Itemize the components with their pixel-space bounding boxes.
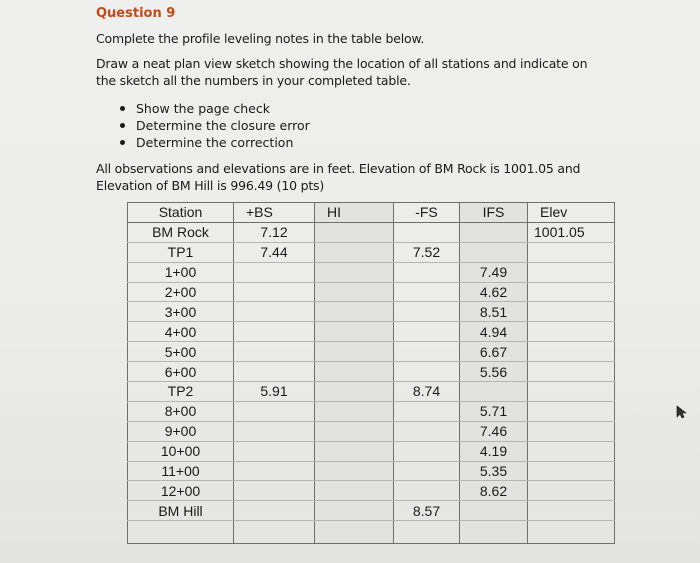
cell-station: 4+00 <box>128 322 234 342</box>
table-row <box>128 382 615 402</box>
cell-station: 11+00 <box>128 461 234 481</box>
instruction-line-2: Draw a neat plan view sketch showing the location of all stations and indicate on the sketch all the numbers in your completed table. <box>96 56 588 88</box>
cell-ifs: 8.51 <box>460 302 528 322</box>
cell-elev <box>528 501 615 521</box>
cell-hi <box>315 362 394 382</box>
mouse-pointer-icon <box>676 405 688 419</box>
cell-fs <box>394 282 460 302</box>
cell-station: 9+00 <box>128 421 234 441</box>
cell-empty <box>315 521 394 544</box>
cell-empty <box>234 521 315 544</box>
cell-fs <box>394 362 460 382</box>
header-bs: +BS <box>234 203 315 223</box>
cell-ifs: 8.62 <box>460 481 528 501</box>
header-fs: -FS <box>394 203 460 223</box>
cell-fs <box>394 441 460 461</box>
cell-station: 8+00 <box>128 401 234 421</box>
cell-hi <box>315 382 394 402</box>
cell-bs <box>234 421 315 441</box>
table-body <box>128 222 615 543</box>
cell-ifs <box>460 501 528 521</box>
cell-station: BM Rock <box>128 222 234 242</box>
cell-elev <box>528 302 615 322</box>
cell-bs: 7.12 <box>234 222 315 242</box>
cell-elev <box>528 282 615 302</box>
cell-hi <box>315 222 394 242</box>
given-data-text: All observations and elevations are in feet. Elevation of BM Rock is 1001.05 and Elevation of BM Hill is 996.49 (10 pts) <box>96 161 581 193</box>
cell-ifs: 5.71 <box>460 401 528 421</box>
leveling-table <box>127 202 615 544</box>
cell-ifs <box>460 382 528 402</box>
cell-elev <box>528 382 615 402</box>
cell-bs <box>234 481 315 501</box>
cell-station: TP1 <box>128 242 234 262</box>
table-row <box>128 322 615 342</box>
cell-bs: 7.44 <box>234 242 315 262</box>
cell-station: BM Hill <box>128 501 234 521</box>
cell-bs <box>234 441 315 461</box>
table-row <box>128 461 615 481</box>
table-row <box>128 501 615 521</box>
cell-elev <box>528 481 615 501</box>
cell-fs: 7.52 <box>394 242 460 262</box>
cell-bs <box>234 282 315 302</box>
cell-station: 6+00 <box>128 362 234 382</box>
cell-ifs: 7.49 <box>460 262 528 282</box>
task-list <box>118 100 310 151</box>
cell-hi <box>315 501 394 521</box>
cell-ifs <box>460 222 528 242</box>
table-row <box>128 342 615 362</box>
cell-fs <box>394 401 460 421</box>
table-row <box>128 222 615 242</box>
table-row <box>128 421 615 441</box>
cell-bs <box>234 362 315 382</box>
cell-hi <box>315 282 394 302</box>
cell-station: 5+00 <box>128 342 234 362</box>
cell-fs: 8.74 <box>394 382 460 402</box>
cell-elev: 1001.05 <box>528 222 615 242</box>
task-item: Determine the correction <box>118 134 310 151</box>
cell-station: 12+00 <box>128 481 234 501</box>
table-row <box>128 302 615 322</box>
cell-bs: 5.91 <box>234 382 315 402</box>
table-row <box>128 401 615 421</box>
cell-hi <box>315 302 394 322</box>
cell-bs <box>234 461 315 481</box>
cell-elev <box>528 421 615 441</box>
cell-ifs: 5.56 <box>460 362 528 382</box>
cell-hi <box>315 481 394 501</box>
table-row <box>128 362 615 382</box>
cell-fs <box>394 222 460 242</box>
cell-ifs: 4.19 <box>460 441 528 461</box>
cell-empty <box>528 521 615 544</box>
cell-hi <box>315 461 394 481</box>
question-title: Question 9 <box>96 6 176 21</box>
cell-elev <box>528 441 615 461</box>
cell-hi <box>315 242 394 262</box>
cell-fs <box>394 302 460 322</box>
cell-hi <box>315 342 394 362</box>
cell-ifs: 6.67 <box>460 342 528 362</box>
cell-empty <box>460 521 528 544</box>
cell-station: TP2 <box>128 382 234 402</box>
cell-bs <box>234 501 315 521</box>
cell-fs <box>394 262 460 282</box>
cell-ifs: 4.94 <box>460 322 528 342</box>
table-row <box>128 282 615 302</box>
cell-elev <box>528 322 615 342</box>
cell-ifs: 5.35 <box>460 461 528 481</box>
cell-station: 3+00 <box>128 302 234 322</box>
task-item: Determine the closure error <box>118 117 310 134</box>
cell-hi <box>315 441 394 461</box>
cell-station: 1+00 <box>128 262 234 282</box>
cell-elev <box>528 242 615 262</box>
cell-ifs: 7.46 <box>460 421 528 441</box>
cell-elev <box>528 401 615 421</box>
cell-fs <box>394 481 460 501</box>
header-station: Station <box>128 203 234 223</box>
table-row <box>128 481 615 501</box>
cell-bs <box>234 342 315 362</box>
cell-hi <box>315 262 394 282</box>
cell-fs <box>394 421 460 441</box>
cell-elev <box>528 262 615 282</box>
cell-elev <box>528 461 615 481</box>
cell-bs <box>234 401 315 421</box>
table-row <box>128 262 615 282</box>
cell-hi <box>315 322 394 342</box>
cell-fs <box>394 322 460 342</box>
cell-elev <box>528 362 615 382</box>
cell-ifs: 4.62 <box>460 282 528 302</box>
cell-station: 2+00 <box>128 282 234 302</box>
cell-bs <box>234 322 315 342</box>
table-row-empty <box>128 521 615 544</box>
header-hi: HI <box>315 203 394 223</box>
cell-hi <box>315 401 394 421</box>
cell-station: 10+00 <box>128 441 234 461</box>
cell-fs: 8.57 <box>394 501 460 521</box>
cell-empty <box>394 521 460 544</box>
header-elev: Elev <box>528 203 615 223</box>
cell-ifs <box>460 242 528 262</box>
cell-fs <box>394 461 460 481</box>
table-row <box>128 242 615 262</box>
cell-fs <box>394 342 460 362</box>
cell-empty <box>128 521 234 544</box>
cell-hi <box>315 421 394 441</box>
task-item: Show the page check <box>118 100 310 117</box>
cell-bs <box>234 262 315 282</box>
instruction-line-1: Complete the profile leveling notes in the table below. <box>96 31 425 46</box>
table-header-row <box>128 203 615 223</box>
cell-elev <box>528 342 615 362</box>
header-ifs: IFS <box>460 203 528 223</box>
table-row <box>128 441 615 461</box>
cell-bs <box>234 302 315 322</box>
